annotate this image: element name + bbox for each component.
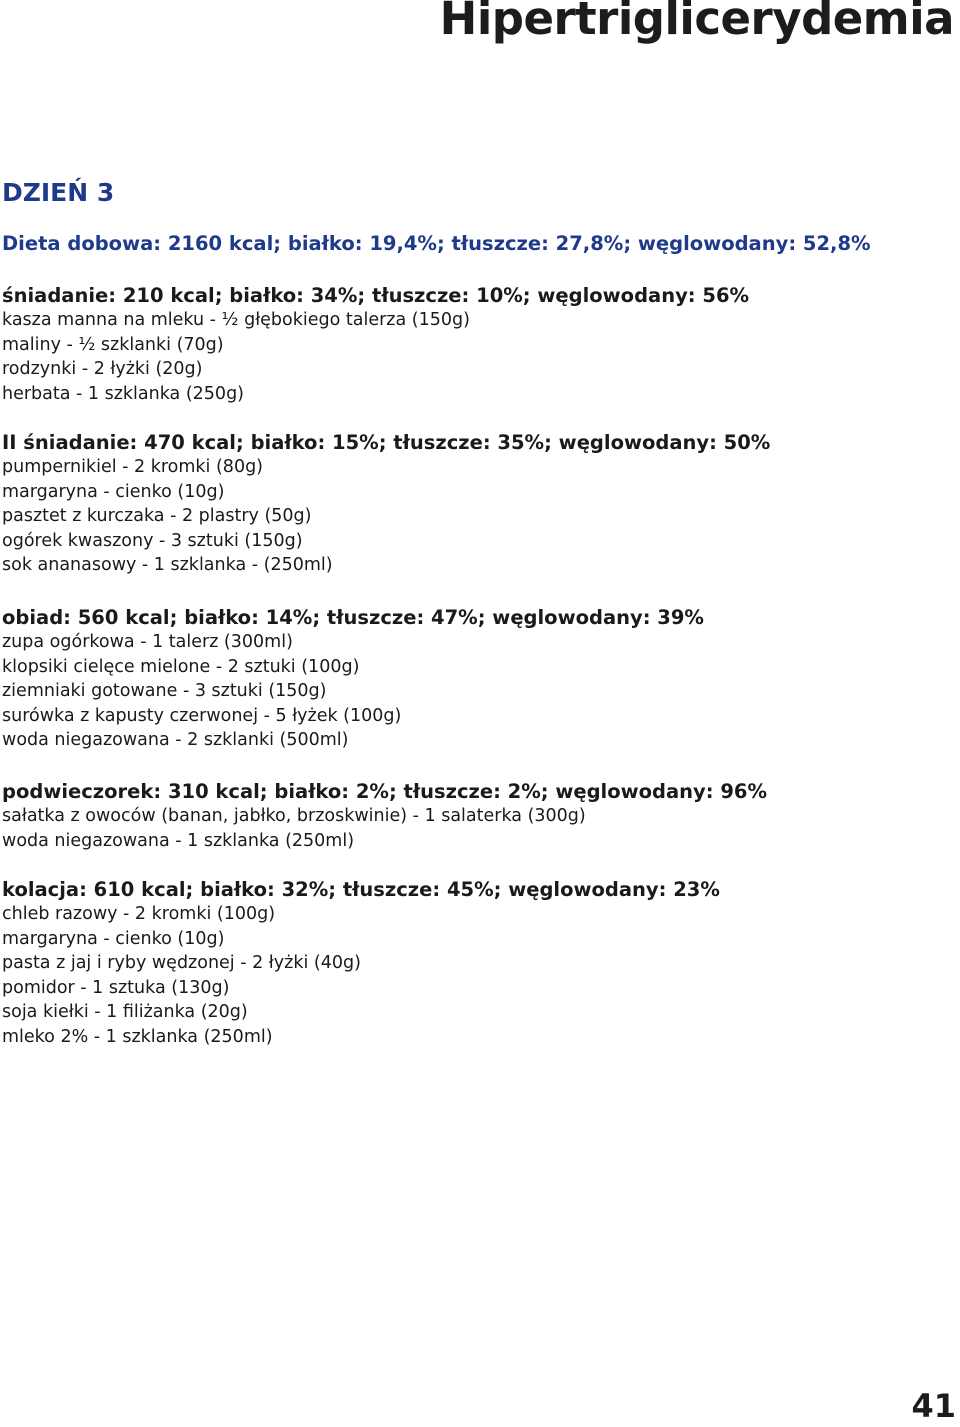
meal-items bbox=[2, 455, 942, 578]
meal-item: mleko 2% - 1 szklanka (250ml) bbox=[2, 1026, 273, 1047]
meal-header: obiad: 560 kcal; białko: 14%; tłuszcze: 47%; węglowodany: 39% bbox=[2, 606, 704, 629]
meal-item: klopsiki cielęce mielone - 2 sztuki (100g) bbox=[2, 656, 360, 677]
meal-item: rodzynki - 2 łyżki (20g) bbox=[2, 359, 203, 379]
meal-item: margaryna - cienko (10g) bbox=[2, 928, 225, 949]
meal-second-breakfast bbox=[2, 429, 942, 578]
meal-items bbox=[2, 804, 942, 853]
meal-item: kasza manna na mleku - ½ głębokiego talerza (150g) bbox=[2, 310, 470, 330]
meal-header: II śniadanie: 470 kcal; białko: 15%; tłuszcze: 35%; węglowodany: 50% bbox=[2, 431, 771, 454]
meal-item: margaryna - cienko (10g) bbox=[2, 481, 225, 502]
meal-item: pumpernikiel - 2 kromki (80g) bbox=[2, 457, 264, 477]
meal-header: kolacja: 610 kcal; białko: 32%; tłuszcze: 45%; węglowodany: 23% bbox=[2, 878, 720, 901]
day-heading: DZIEŃ 3 bbox=[2, 178, 115, 207]
page-title: Hipertriglicerydemia bbox=[439, 0, 954, 45]
meal-dinner bbox=[2, 876, 942, 1049]
meal-item: surówka z kapusty czerwonej - 5 łyżek (100g) bbox=[2, 705, 402, 726]
meal-item: soja kiełki - 1 filiżanka (20g) bbox=[2, 1002, 248, 1022]
meal-item: pomidor - 1 sztuka (130g) bbox=[2, 977, 230, 998]
meal-item: pasztet z kurczaka - 2 plastry (50g) bbox=[2, 506, 312, 526]
meal-item: pasta z jaj i ryby wędzonej - 2 łyżki (40g) bbox=[2, 953, 361, 973]
meal-items bbox=[2, 630, 942, 753]
meal-item: maliny - ½ szklanki (70g) bbox=[2, 334, 224, 355]
meal-item: ogórek kwaszony - 3 sztuki (150g) bbox=[2, 530, 303, 551]
meal-header: śniadanie: 210 kcal; białko: 34%; tłuszcze: 10%; węglowodany: 56% bbox=[2, 284, 750, 307]
meal-items bbox=[2, 308, 942, 406]
meal-item: chleb razowy - 2 kromki (100g) bbox=[2, 904, 276, 924]
meal-lunch bbox=[2, 604, 942, 753]
daily-summary: Dieta dobowa: 2160 kcal; białko: 19,4%; tłuszcze: 27,8%; węglowodany: 52,8% bbox=[2, 232, 871, 255]
meal-item: ziemniaki gotowane - 3 sztuki (150g) bbox=[2, 681, 327, 701]
meal-items bbox=[2, 902, 942, 1049]
meal-afternoon-snack bbox=[2, 778, 942, 853]
meal-breakfast bbox=[2, 282, 942, 406]
meal-item: woda niegazowana - 1 szklanka (250ml) bbox=[2, 830, 355, 851]
meal-item: sok ananasowy - 1 szklanka - (250ml) bbox=[2, 555, 333, 575]
meal-item: herbata - 1 szklanka (250g) bbox=[2, 383, 245, 404]
meal-item: woda niegazowana - 2 szklanki (500ml) bbox=[2, 730, 349, 750]
meal-item: sałatka z owoców (banan, jabłko, brzoskwinie) - 1 salaterka (300g) bbox=[2, 806, 586, 826]
meal-item: zupa ogórkowa - 1 talerz (300ml) bbox=[2, 632, 293, 652]
meal-header: podwieczorek: 310 kcal; białko: 2%; tłuszcze: 2%; węglowodany: 96% bbox=[2, 780, 768, 803]
page-number: 41 bbox=[911, 1387, 956, 1425]
